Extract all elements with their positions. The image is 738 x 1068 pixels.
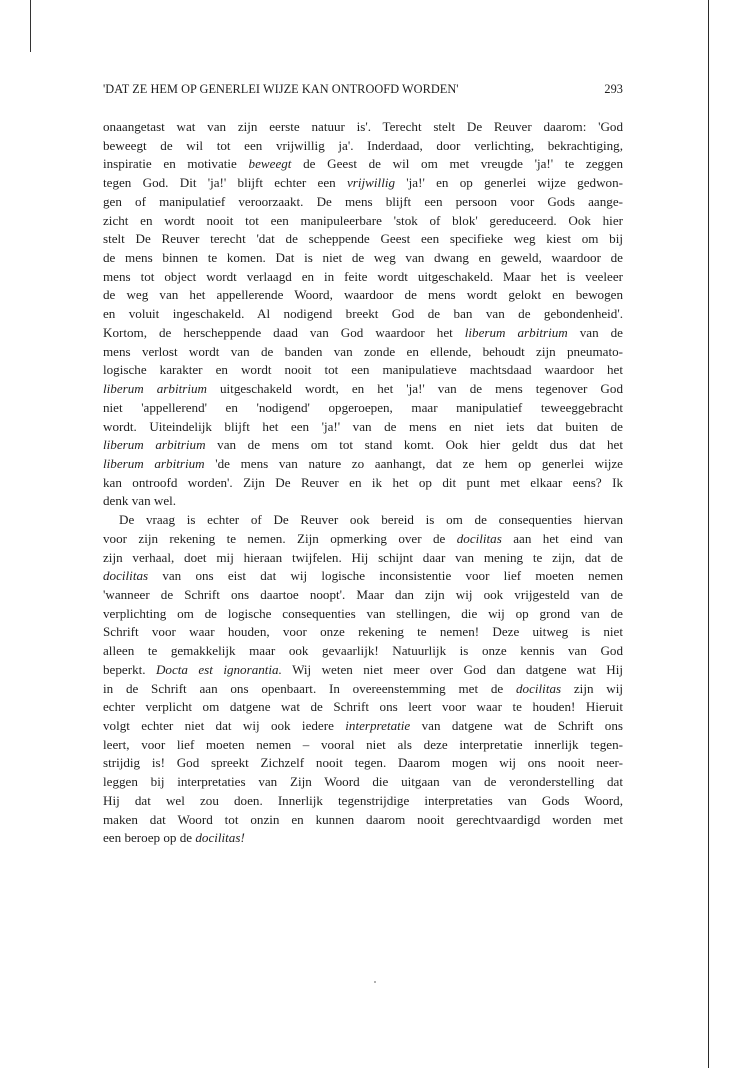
text-run: alleen te gemakkelijk maar ook gevaarlijk! Natuurlijk is onze kennis van God	[103, 643, 623, 659]
text-line	[103, 455, 623, 474]
italic-term: vrijwillig	[347, 175, 396, 191]
text-line	[103, 305, 623, 324]
italic-term: docilitas	[516, 680, 562, 696]
text-line	[103, 661, 623, 680]
text-run: zijn wij	[561, 680, 623, 696]
text-line	[103, 249, 623, 268]
text-line	[103, 642, 623, 661]
running-header	[103, 82, 623, 97]
text-run: van datgene wat de Schrift ons	[410, 718, 623, 733]
text-run: Schrift voor waar houden, voor onze rekening te nemen! Deze uitweg is niet	[103, 624, 623, 640]
text-run: inspiratie en motivatie	[103, 156, 249, 172]
text-line	[103, 268, 623, 287]
text-line	[103, 174, 623, 193]
text-run: stelt De Reuver terecht 'dat de scheppende Geest een specifieke weg kiest om bij	[103, 231, 623, 247]
text-run: van de mens om tot stand komt. Ook hier geldt dus dat het	[205, 437, 623, 453]
text-run: tegen God. Dit 'ja!' blijft echter een	[103, 175, 347, 191]
text-run: uitgeschakeld wordt, en het 'ja!' van de mens tegenover God	[206, 381, 623, 397]
text-line	[103, 361, 623, 380]
text-line	[103, 530, 623, 549]
page-number: 293	[604, 82, 623, 96]
text-run: onaangetast wat van zijn eerste natuur is'. Terecht stelt De Reuver daarom: 'God	[103, 119, 623, 134]
scan-speck	[374, 981, 376, 983]
text-line	[103, 792, 623, 811]
text-run: beperkt.	[103, 661, 156, 677]
text-line	[103, 811, 623, 830]
text-run: aan het eind van	[501, 530, 623, 546]
text-line	[103, 193, 623, 212]
text-run: beweegt de wil tot een vrijwillig ja'. Inderdaad, door verlichting, bekrachtiging,	[103, 137, 623, 153]
text-line	[103, 380, 623, 399]
italic-term: docilitas!	[195, 830, 245, 846]
text-run: verplichting om de logische consequenties van stellingen, die wij op grond van de	[103, 605, 623, 621]
text-run: zicht en wordt nooit tot een manipuleerbare 'stok of blok' gereduceerd. Ook hier	[103, 212, 623, 228]
italic-term: Docta est ignorantia.	[155, 661, 282, 677]
text-line	[103, 286, 623, 305]
text-line	[103, 586, 623, 605]
text-run: Kortom, de herscheppende daad van God waardoor het	[103, 324, 465, 340]
text-line	[103, 474, 623, 493]
text-run: 'wanneer de Schrift ons daartoe noopt'. Maar dan zijn wij ook vrijgesteld van de	[103, 586, 623, 602]
text-line	[103, 773, 623, 792]
text-run: de Geest de wil om met vreugde 'ja!' te zeggen	[291, 156, 623, 172]
text-run: strijdig is! God spreekt Zichzelf nooit tegen. Daarom mogen wij ons nooit neer-	[103, 755, 623, 771]
text-run: voor zijn rekening te nemen. Zijn opmerking over de	[103, 530, 457, 546]
text-run: gen of manipulatief veroorzaakt. De mens blijft een persoon voor Gods aange-	[103, 193, 623, 209]
text-run: leert, voor lief moeten nemen – vooral niet als deze interpretatie innerlijk tegen-	[103, 736, 623, 752]
italic-term: interpretatie	[345, 718, 411, 733]
running-title: 'DAT ZE HEM OP GENERLEI WIJZE KAN ONTROOFD WORDEN'	[103, 82, 459, 96]
text-line	[103, 230, 623, 249]
text-run: volgt echter niet dat wij ook iedere	[103, 718, 346, 733]
text-run: denk van wel.	[103, 493, 177, 509]
text-run: en voluit ingeschakeld. Al nodigend breekt God de ban van de gebondenheid'.	[103, 306, 623, 322]
text-line	[103, 605, 623, 624]
italic-term: liberum arbitrium	[103, 381, 207, 397]
text-line	[103, 324, 623, 343]
text-line	[103, 736, 623, 755]
text-run: mens verlost wordt van de banden van zonde en ellende, behoudt zijn pneumato-	[103, 343, 623, 359]
text-run: de weg van het appellerende Woord, waardoor de mens wordt gelokt en bewogen	[103, 287, 623, 303]
right-margin-rule	[708, 0, 709, 1068]
italic-term: liberum arbitrium	[103, 455, 205, 471]
text-run: Hij dat wel zou doen. Innerlijk tegenstrijdige interpretaties van Gods Woord,	[103, 792, 623, 808]
text-line	[103, 680, 623, 699]
text-line	[103, 212, 623, 231]
text-line	[103, 343, 623, 362]
text-run: van ons eist dat wij logische inconsistentie voor lief moeten nemen	[148, 568, 623, 584]
text-line	[103, 549, 623, 568]
italic-term: liberum arbitrium	[103, 437, 206, 453]
text-run: 'de mens van nature zo aanhangt, dat ze hem op generlei wijze	[204, 455, 623, 471]
italic-term: docilitas	[456, 530, 502, 546]
text-run: echter verplicht om datgene wat de Schrift ons leert voor waar te houden! Hieruit	[103, 699, 623, 715]
text-line	[103, 623, 623, 642]
text-run: niet 'appellerend' en 'nodigend' opgeroepen, maar manipulatief teweeggebracht	[103, 399, 623, 415]
text-run: leggen bij interpretaties van Zijn Woord die uitgaan van de veronderstelling dat	[103, 774, 623, 790]
text-line	[103, 118, 623, 137]
text-line	[103, 698, 623, 717]
text-run: mens tot object wordt verlaagd en in feite wordt uitgeschakeld. Maar het is veeleer	[103, 268, 623, 284]
text-run: Wij weten niet meer over God dan datgene wat Hij	[281, 661, 624, 677]
italic-term: docilitas	[103, 568, 149, 584]
body-text	[103, 118, 623, 848]
text-line	[103, 418, 623, 437]
text-line	[103, 492, 623, 511]
left-margin-rule	[30, 0, 31, 52]
text-run: de mens binnen te komen. Dat is niet de weg van dwang en geweld, waardoor de	[103, 250, 623, 266]
text-run: 'ja!' en op generlei wijze gedwon-	[395, 175, 623, 191]
italic-term: beweegt	[248, 156, 292, 172]
text-run: logische karakter en wordt nooit tot een manipulatieve machtsdaad waardoor het	[103, 362, 623, 378]
text-run: zijn verhaal, doet mij hieraan twijfelen. Hij schijnt daar van mening te zijn, dat de	[103, 549, 623, 565]
text-line	[103, 717, 623, 736]
text-line	[103, 137, 623, 156]
text-line	[103, 567, 623, 586]
text-run: in de Schrift aan ons openbaart. In overeenstemming met de	[103, 680, 516, 696]
text-run: kan ontroofd worden'. Zijn De Reuver en ik het op dit punt met elkaar eens? Ik	[103, 474, 623, 490]
text-line	[103, 399, 623, 418]
text-line	[103, 829, 623, 848]
text-run: wordt. Uiteindelijk blijft het een 'ja!' van de mens en niet iets dat buiten de	[103, 418, 623, 434]
italic-term: liberum arbitrium	[464, 324, 568, 340]
text-line	[103, 754, 623, 773]
text-line	[103, 511, 623, 530]
text-run: van de	[567, 324, 623, 340]
text-line	[103, 436, 623, 455]
text-run: een beroep op de	[103, 830, 196, 846]
text-run: De vraag is echter of De Reuver ook bereid is om de consequenties hiervan	[119, 512, 623, 528]
text-run: maken dat Woord tot onzin en kunnen daarom nooit gerechtvaardigd worden met	[103, 811, 623, 827]
text-line	[103, 155, 623, 174]
